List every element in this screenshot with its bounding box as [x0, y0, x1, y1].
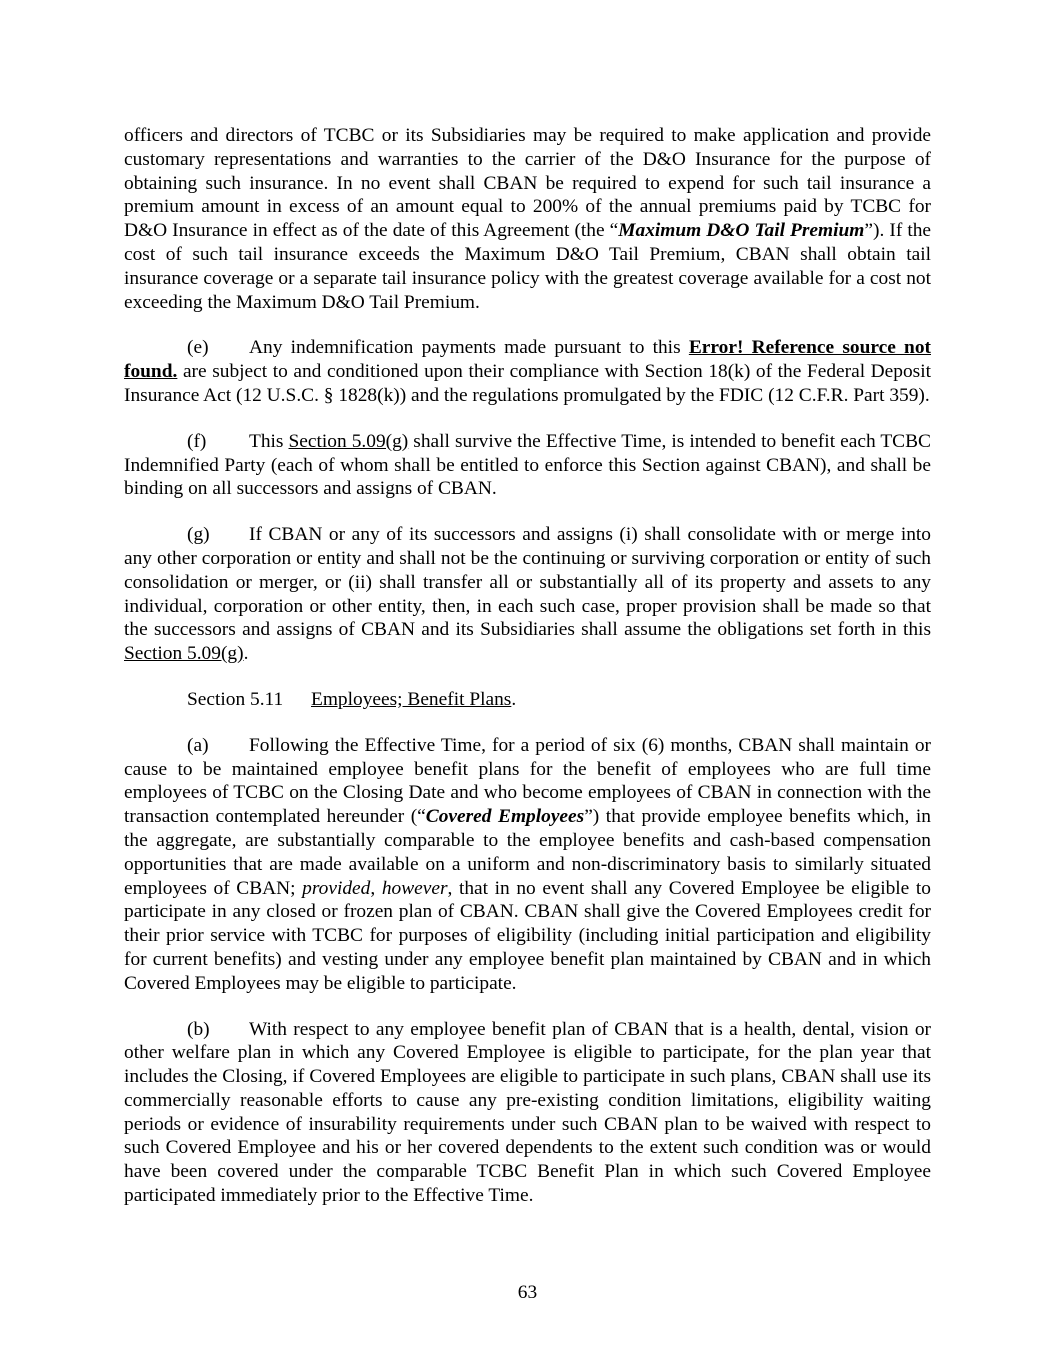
clause-label: (g): [187, 524, 210, 546]
defined-term: Maximum D&O Tail Premium: [618, 220, 865, 242]
paragraph-text: If CBAN or any of its successors and assigns (i) shall consolidate with or merge into any other corporation or entity and shall not be the continuing or surviving corporation or entity of such consolidation or merger, or (ii) shall transfer all or substantially all of its property and assets to any individual, corporation or other entity, then, in each such case, proper provision shall be made so that the successors and assigns of CBAN and its Subsidiaries shall assume the obligations set forth in this: [124, 524, 931, 641]
paragraph-text: .: [243, 643, 249, 665]
paragraph-e: [124, 336, 931, 407]
section-reference-link[interactable]: Section 5.09(g): [124, 643, 244, 665]
section-heading: [124, 688, 931, 712]
italic-word: however: [381, 877, 448, 899]
clause-label: (b): [187, 1018, 210, 1040]
document-page: [124, 124, 931, 1230]
section-title: Employees; Benefit Plans: [311, 688, 512, 710]
paragraph-text: are subject to and conditioned upon their compliance with Section 18(k) of the Federal Deposit Insurance Act (12 U.S.C. § 1828(k)) and the regulations promulgated by the FDIC (12 C.F.R. Part 359).: [124, 361, 931, 406]
section-reference-link[interactable]: Section 5.09(g): [288, 430, 409, 452]
italic-word: provided: [302, 877, 371, 899]
error-reference: Error! Reference source not found.: [124, 337, 931, 383]
clause-label: (f): [187, 430, 207, 452]
paragraph-f: [124, 430, 931, 501]
clause-label: (e): [187, 337, 209, 359]
paragraph-dno-tail-insurance: [124, 124, 931, 314]
paragraph-text: shall survive the Effective Time, is intended to benefit each TCBC Indemnified Party (each of whom shall be entitled to enforce this Section against CBAN), and shall be binding on all successors and assigns of CBAN.: [124, 430, 931, 500]
paragraph-text: , that in no event shall any Covered Employee be eligible to participate in any closed or frozen plan of CBAN. CBAN shall give the Covered Employees credit for their prior service with TCBC for purposes of eligibility (including initial participation and eligibility for current benefits) and vesting under any employee benefit plan maintained by CBAN and in which Covered Employees may be eligible to participate.: [124, 877, 931, 994]
paragraph-text: ”). If the cost of such tail insurance exceeds the Maximum D&O Tail Premium, CBAN shall obtain tail insurance coverage or a separate tail insurance policy with the greatest coverage available for a cost not exceeding the Maximum D&O Tail Premium.: [124, 220, 932, 313]
paragraph-text: With respect to any employee benefit plan of CBAN that is a health, dental, vision or other welfare plan in which any Covered Employee is eligible to participate, for the plan year that includes the Closing, if Covered Employees are eligible to participate in such plans, CBAN shall use its commercially reasonable efforts to cause any pre-existing condition limitations, eligibility waiting periods or evidence of insurability requirements under such CBAN plan to be waived with respect to such Covered Employee and his or her covered dependents to the extent such condition was or would have been covered under the comparable TCBC Benefit Plan in which such Covered Employee participated immediately prior to the Effective Time.: [124, 1018, 931, 1207]
paragraph-a: [124, 734, 931, 996]
paragraph-text: This: [249, 430, 289, 452]
clause-label: (a): [187, 734, 209, 756]
paragraph-text: ,: [370, 877, 382, 899]
page-number: 63: [517, 1282, 538, 1303]
paragraph-text: Following the Effective Time, for a period of six (6) months, CBAN shall maintain or cause to be maintained employee benefit plans for the benefit of employees who are full time employees of TCBC on the Closing Date and who become employees of CBAN in connection with the transaction contemplated hereunder (“: [124, 734, 931, 828]
paragraph-g: [124, 523, 931, 666]
section-number: Section 5.11: [187, 688, 284, 710]
section-title-period: .: [511, 688, 517, 710]
paragraph-text: ”) that provide employee benefits which, in the aggregate, are substantially comparable to the employee benefits and cash-based compensation opportunities that are made available on a uniform and non-discriminatory basis to similarly situated employees of CBAN;: [124, 806, 931, 899]
paragraph-text: Any indemnification payments made pursuant to this: [249, 337, 689, 359]
paragraph-text: officers and directors of TCBC or its Subsidiaries may be required to make application and provide customary representations and warranties to the carrier of the D&O Insurance for the purpose of obtaining such insurance. In no event shall CBAN be required to expend for such tail insurance a premium amount in excess of an amount equal to 200% of the annual premiums paid by TCBC for D&O Insurance in effect as of the date of this Agreement (the “: [124, 125, 931, 242]
defined-term: Covered Employees: [425, 806, 585, 828]
paragraph-b: [124, 1018, 931, 1208]
